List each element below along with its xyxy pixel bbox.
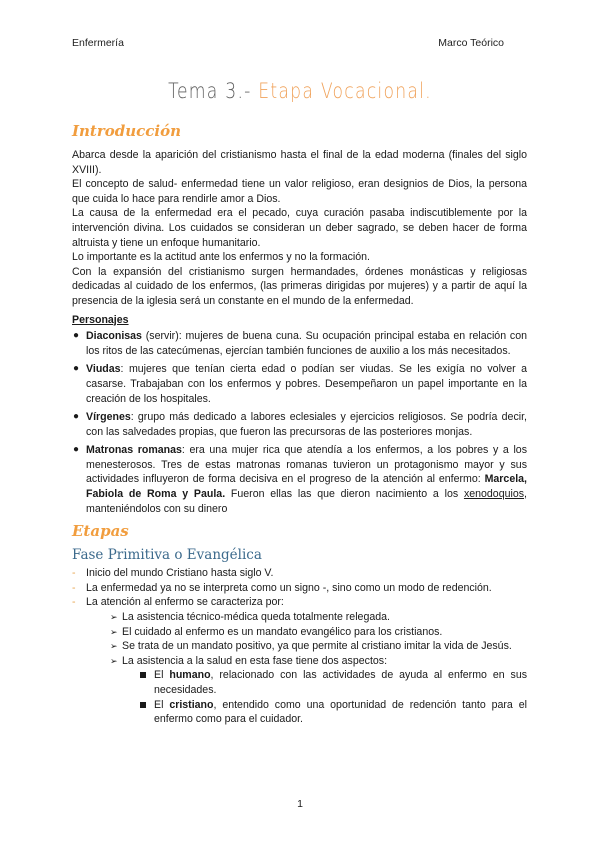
item-text: Inicio del mundo Cristiano hasta siglo V. bbox=[86, 567, 274, 580]
item-text: , relacionado con las actividades de ayuda al enfermo en sus necesidades. bbox=[154, 669, 528, 696]
characteristics-list bbox=[86, 610, 527, 727]
list-item bbox=[72, 595, 527, 726]
list-item bbox=[72, 329, 527, 358]
item-text: La asistencia a la salud en esta fase tiene dos aspectos: bbox=[122, 654, 388, 667]
arrow-icon: ➢ bbox=[110, 655, 118, 666]
list-item bbox=[72, 443, 527, 516]
item-text: La asistencia técnico-médica queda totalmente relegada. bbox=[122, 611, 390, 624]
page-title bbox=[54, 79, 546, 103]
title-part2: Etapa Vocacional. bbox=[258, 79, 432, 103]
intro-p2: El concepto de salud- enfermedad tiene un valor religioso, eran designios de Dios, la persona que cuida lo hace para rendirle amor a Dios. bbox=[72, 178, 527, 205]
item-text: La enfermedad ya no se interpreta como un signo -, sino como un modo de redención. bbox=[86, 581, 492, 594]
bullet-icon: ● bbox=[73, 444, 80, 456]
item-text: (servir): mujeres de buena cuna. Su ocupación principal estaba en relación con los ritos de las catecúmenas, ejercían también funciones de auxilio a los más necesitados. bbox=[86, 330, 527, 357]
list-item bbox=[110, 654, 527, 727]
term: Diaconisas bbox=[86, 330, 142, 343]
intro-p5: Con la expansión del cristianismo surgen hermandades, órdenes monásticas y religiosas dedicadas al cuidado de los enfermos, (las primeras dirigidas por mujeres) y a partir de aquí la presencia de la iglesia será un constante en el mundo de la enfermedad. bbox=[72, 265, 527, 307]
arrow-icon: ➢ bbox=[110, 626, 118, 637]
square-bullet-icon bbox=[140, 702, 146, 708]
item-text: : mujeres que tenían cierta edad o podían ser viudas. Se les exigía no volver a casarse. Trabajaban con los enfermos y pobres. Desempeñaron un papel importante en la creación de los hospitales. bbox=[86, 363, 527, 405]
term: cristiano bbox=[169, 698, 214, 711]
intro-p4: Lo importante es la actitud ante los enfermos y no la formación. bbox=[72, 251, 370, 264]
term: Matronas romanas bbox=[86, 444, 182, 457]
page-number: 1 bbox=[297, 798, 303, 810]
item-pre: El bbox=[154, 698, 170, 711]
term: Viudas bbox=[86, 363, 121, 376]
dash-icon: - bbox=[72, 581, 76, 594]
bullet-icon: ● bbox=[73, 363, 80, 375]
term: humano bbox=[169, 669, 211, 682]
dash-icon: - bbox=[72, 596, 76, 609]
list-item bbox=[110, 639, 527, 654]
item-text: : grupo más dedicado a labores eclesiales y ejercicios religiosos. Se podría decir, con las salvedades propias, que fueron las precursoras de las posteriores monjas. bbox=[86, 411, 527, 438]
list-item bbox=[140, 668, 527, 697]
item-pre: El bbox=[154, 669, 170, 682]
item-text: , entendido como una oportunidad de redención tanto para el enfermo como para el cuidador. bbox=[154, 698, 527, 726]
arrow-icon: ➢ bbox=[110, 612, 118, 623]
item-text: El cuidado al enfermo es un mandato evangélico para los cristianos. bbox=[122, 625, 443, 638]
title-part1: Tema 3.- bbox=[168, 79, 259, 103]
matronas-names: Marcela, Fabiola de Roma y Paula. bbox=[86, 473, 527, 501]
personajes-list bbox=[72, 329, 527, 516]
intro-p3: La causa de la enfermedad era el pecado, cuya curación pasaba indiscutiblemente por la intervención divina. Los cuidados se consideran un deber sagrado, se deben hacer de forma altruista y tiene un enfoque humanitario. bbox=[72, 207, 527, 249]
list-item bbox=[110, 610, 527, 625]
intro-heading: Introducción bbox=[72, 122, 182, 140]
item-text: : era una mujer rica que atendía a los enfermos, a los pobres y a los menesterosos. Tres de estas matronas romanas tuvieron un protagonismo mayor y sus actividades influyeron de forma decisiva en el progreso de la atención al enfermo: bbox=[86, 444, 527, 486]
phase-title: Fase Primitiva o Evangélica bbox=[72, 547, 262, 564]
aspects-list bbox=[122, 668, 527, 726]
list-item bbox=[72, 410, 527, 439]
item-text-end: , manteniéndolos con su dinero bbox=[86, 488, 527, 515]
bullet-icon: ● bbox=[73, 411, 80, 423]
xenodoquios-term: xenodoquios bbox=[463, 488, 525, 501]
phase-list bbox=[72, 566, 527, 727]
item-text-after: Fueron ellas las que dieron nacimiento a los bbox=[225, 488, 464, 501]
bullet-icon: ● bbox=[73, 330, 80, 342]
term: Vírgenes bbox=[86, 411, 131, 424]
square-bullet-icon bbox=[140, 672, 146, 678]
header-right: Marco Teórico bbox=[438, 37, 504, 49]
list-item bbox=[72, 566, 527, 581]
etapas-heading: Etapas bbox=[72, 522, 129, 541]
list-item bbox=[72, 581, 527, 596]
personajes-heading: Personajes bbox=[72, 313, 129, 326]
item-text: Se trata de un mandato positivo, ya que permite al cristiano imitar la vida de Jesús. bbox=[122, 640, 512, 653]
intro-p1: Abarca desde la aparición del cristianismo hasta el final de la edad moderna (finales del siglo XVIII). bbox=[72, 149, 527, 176]
list-item bbox=[110, 625, 527, 640]
list-item bbox=[140, 698, 527, 727]
item-text: La atención al enfermo se caracteriza por: bbox=[86, 596, 284, 609]
header-left: Enfermería bbox=[72, 37, 124, 49]
arrow-icon: ➢ bbox=[110, 641, 118, 652]
content bbox=[72, 120, 527, 727]
dash-icon: - bbox=[72, 567, 76, 580]
list-item bbox=[72, 362, 527, 406]
